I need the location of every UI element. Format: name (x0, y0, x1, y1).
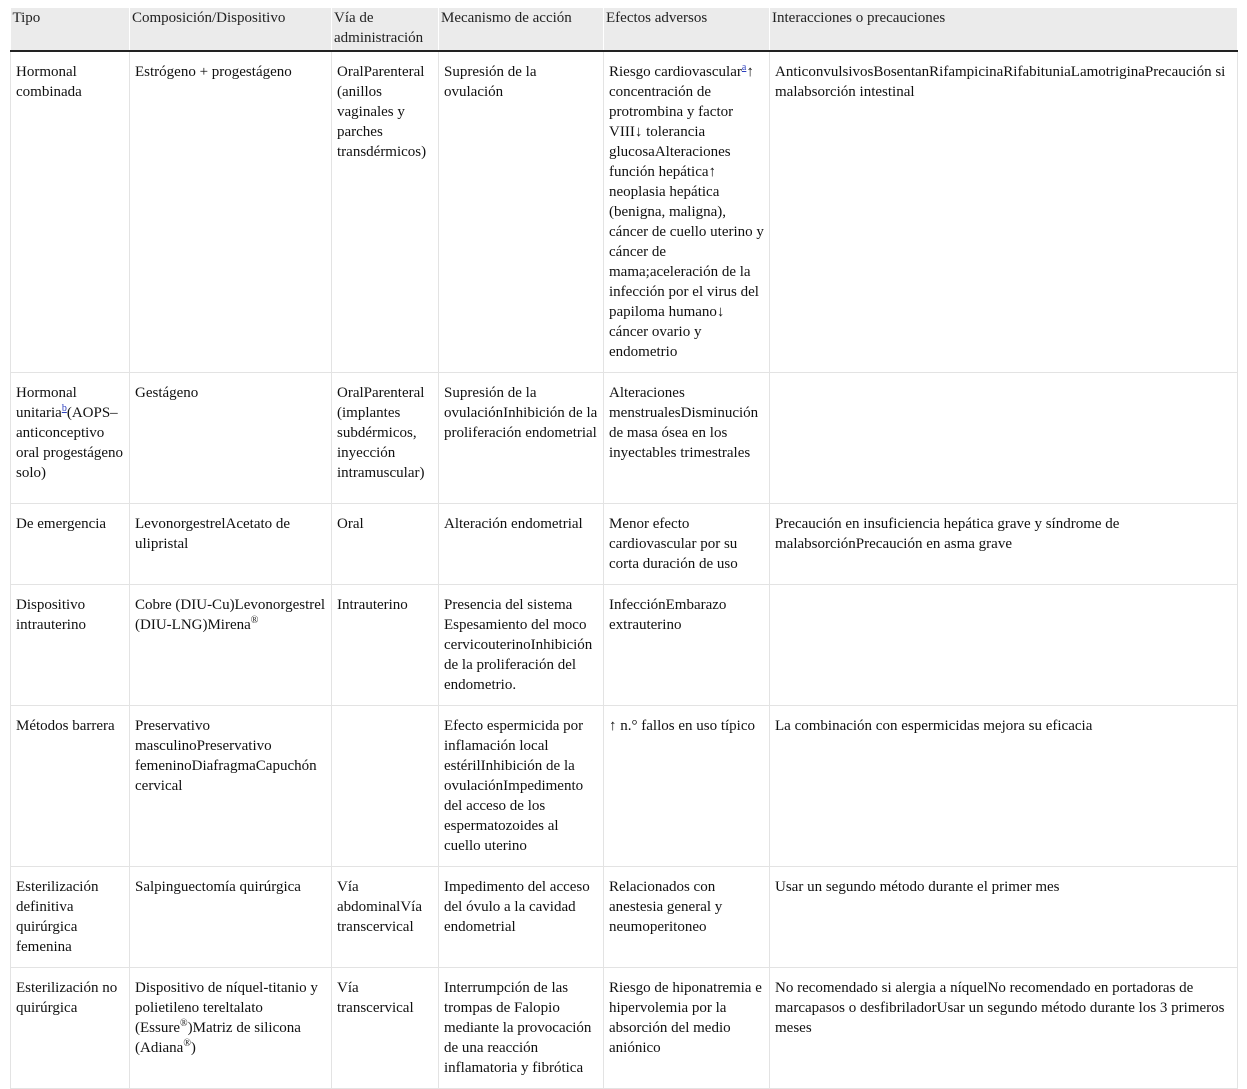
composicion-text: Cobre (DIU-Cu)Levonorgestrel (DIU-LNG)Mirena (135, 597, 326, 633)
header-via: Vía de administración (332, 8, 439, 51)
footnote-link-b[interactable]: b (61, 403, 67, 414)
cell-via: Vía transcervical (332, 968, 439, 1089)
header-composicion: Composición/Dispositivo (130, 8, 332, 51)
efectos-text-cont: ↑ concentración de protrombina y factor VIII↓ tolerancia glucosaAlteraciones función hepática↑ neoplasia hepática (benigna, maligna), cáncer de cuello uterino y cáncer de mama;aceleración de la infección por el virus del papiloma humano↓ cáncer ovario y endometrio (609, 64, 764, 360)
table-row (11, 373, 1238, 504)
cell-interacciones: La combinación con espermicidas mejora su eficacia (770, 706, 1238, 867)
cell-composicion: Gestágeno (130, 373, 332, 504)
cell-via: OralParenteral (implantes subdérmicos, inyección intramuscular) (332, 373, 439, 504)
cell-efectos (604, 51, 770, 373)
cell-interacciones (770, 585, 1238, 706)
cell-via (332, 706, 439, 867)
header-mecanismo: Mecanismo de acción (439, 8, 604, 51)
registered-mark: ® (180, 1018, 188, 1029)
table-row (11, 585, 1238, 706)
cell-composicion: Preservativo masculinoPreservativo femeninoDiafragmaCapuchón cervical (130, 706, 332, 867)
cell-composicion: Estrógeno + progestágeno (130, 51, 332, 373)
cell-composicion (130, 585, 332, 706)
tipo-text-cont: (AOPS–anticonceptivo oral progestágeno solo) (16, 405, 124, 481)
contraceptive-methods-table (10, 8, 1238, 1089)
cell-efectos: InfecciónEmbarazo extrauterino (604, 585, 770, 706)
cell-mecanismo: Supresión de la ovulación (439, 51, 604, 373)
table-header-row (11, 8, 1238, 51)
cell-tipo: Esterilización definitiva quirúrgica femenina (11, 867, 130, 968)
cell-interacciones (770, 373, 1238, 504)
composicion-text-end: ) (190, 1040, 196, 1056)
header-efectos: Efectos adversos (604, 8, 770, 51)
registered-mark: ® (250, 615, 259, 626)
header-tipo: Tipo (11, 8, 130, 51)
cell-mecanismo: Interrumpción de las trompas de Falopio mediante la provocación de una reacción inflamatoria y fibrótica (439, 968, 604, 1089)
cell-via: Intrauterino (332, 585, 439, 706)
table-row (11, 968, 1238, 1089)
cell-composicion: LevonorgestrelAcetato de ulipristal (130, 504, 332, 585)
cell-via: OralParenteral (anillos vaginales y parches transdérmicos) (332, 51, 439, 373)
efectos-text: Riesgo cardiovascular (609, 64, 742, 80)
registered-mark: ® (183, 1038, 191, 1049)
cell-tipo: De emergencia (11, 504, 130, 585)
header-interacciones: Interacciones o precauciones (770, 8, 1238, 51)
cell-mecanismo: Efecto espermicida por inflamación local estérilInhibición de la ovulaciónImpedimento del acceso de los espermatozoides al cuello uterino (439, 706, 604, 867)
composicion-text: Dispositivo de níquel-titanio y polietileno tereltalato (Essure (135, 980, 318, 1036)
cell-interacciones: Usar un segundo método durante el primer mes (770, 867, 1238, 968)
composicion-text-cont: )Matriz de silicona (Adiana (135, 1020, 301, 1056)
cell-interacciones: AnticonvulsivosBosentanRifampicinaRifabituniaLamotriginaPrecaución si malabsorción intestinal (770, 51, 1238, 373)
cell-efectos: Riesgo de hiponatremia e hipervolemia por la absorción del medio aniónico (604, 968, 770, 1089)
cell-tipo: Esterilización no quirúrgica (11, 968, 130, 1089)
tipo-text: Hormonal unitaria (16, 385, 77, 421)
table-row (11, 706, 1238, 867)
footnote-link-a[interactable]: a (741, 62, 747, 73)
table-row (11, 504, 1238, 585)
table-row (11, 867, 1238, 968)
cell-interacciones: Precaución en insuficiencia hepática grave y síndrome de malabsorciónPrecaución en asma grave (770, 504, 1238, 585)
cell-via: Vía abdominalVía transcervical (332, 867, 439, 968)
cell-tipo: Hormonal combinada (11, 51, 130, 373)
cell-mecanismo: Impedimento del acceso del óvulo a la cavidad endometrial (439, 867, 604, 968)
cell-efectos: ↑ n.° fallos en uso típico (604, 706, 770, 867)
cell-tipo (11, 373, 130, 504)
cell-interacciones: No recomendado si alergia a níquelNo recomendado en portadoras de marcapasos o desfibriladorUsar un segundo método durante los 3 primeros meses (770, 968, 1238, 1089)
table-row (11, 51, 1238, 373)
cell-efectos: Relacionados con anestesia general y neumoperitoneo (604, 867, 770, 968)
cell-composicion (130, 968, 332, 1089)
cell-mecanismo: Supresión de la ovulaciónInhibición de la proliferación endometrial (439, 373, 604, 504)
cell-composicion: Salpinguectomía quirúrgica (130, 867, 332, 968)
cell-tipo: Métodos barrera (11, 706, 130, 867)
cell-via: Oral (332, 504, 439, 585)
cell-efectos: Menor efecto cardiovascular por su corta duración de uso (604, 504, 770, 585)
cell-tipo: Dispositivo intrauterino (11, 585, 130, 706)
cell-efectos: Alteraciones menstrualesDisminución de masa ósea en los inyectables trimestrales (604, 373, 770, 504)
cell-mecanismo: Presencia del sistema Espesamiento del moco cervicouterinoInhibición de la proliferación del endometrio. (439, 585, 604, 706)
cell-mecanismo: Alteración endometrial (439, 504, 604, 585)
